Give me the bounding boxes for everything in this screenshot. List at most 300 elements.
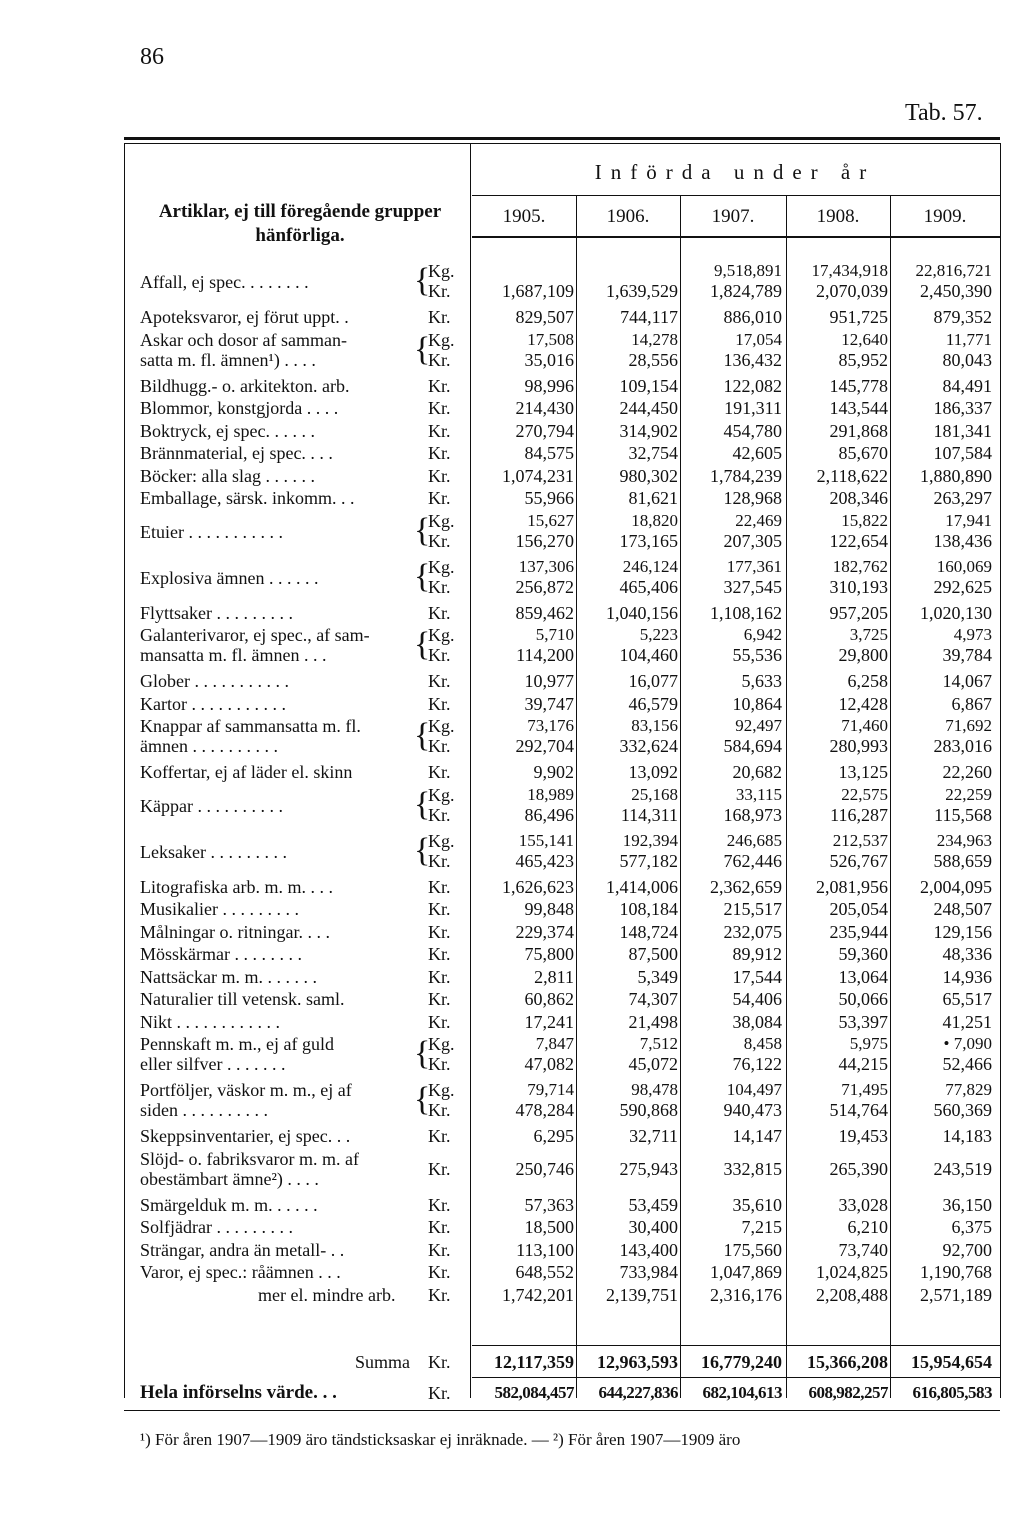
table-cell: 77,829 [945,1080,992,1099]
table-cell: 122,082 [723,375,782,396]
table-cell: 243,519 [933,1158,992,1179]
row-label: Naturalier till vetensk. saml. [140,989,345,1009]
table-cell: 6,942 [743,625,782,644]
summa-unit: Kr. [428,1352,451,1372]
row-label: Solfjädrar . . . . . . . . . [140,1217,293,1237]
table-cell: 2,571,189 [920,1284,992,1305]
table-cell: 229,374 [515,921,574,942]
table-cell: 246,124 [622,556,678,576]
table-cell: 85,952 [838,349,888,370]
table-cell: 79,714 [527,1080,574,1099]
row-unit: Kg. [428,625,455,645]
table-cell: 14,278 [631,329,678,349]
table-cell: 17,544 [732,966,782,987]
table-cell: 940,473 [723,1100,782,1120]
table-cell: 52,466 [942,1054,992,1074]
row-label: Glober . . . . . . . . . . . [140,671,289,691]
table-cell: 7,847 [535,1034,574,1053]
table-cell: 74,307 [628,989,678,1009]
table-cell: 248,507 [933,899,992,919]
table-cell: 57,363 [524,1194,574,1215]
summa-rule [472,1345,1000,1346]
brace-glyph: { [414,330,431,368]
table-cell: 465,406 [619,576,678,597]
table-cell: 5,223 [639,625,678,644]
table-cell: 186,337 [933,398,992,418]
table-cell: 514,764 [829,1100,888,1120]
column-header-articles: Artiklar, ej till föregående grupper hänförliga. [158,201,442,246]
table-cell: 283,016 [933,736,992,756]
brace-glyph: { [414,1081,431,1118]
row-unit: Kg. [428,1080,455,1100]
row-unit: Kr. [428,530,451,551]
row-label: Knappar af sammansatta m. fl. [140,716,361,736]
table-cell: 115,568 [934,804,992,825]
table-cell: 280,993 [829,736,888,756]
row-unit: Kr. [428,1194,451,1215]
table-cell: 14,147 [732,1126,782,1146]
table-cell: 250,746 [515,1158,574,1179]
table-cell: 65,517 [942,989,992,1009]
table-cell: 18,820 [631,510,678,530]
row-unit: Kr. [428,398,451,418]
row-unit: Kr. [428,420,451,441]
table-cell: 6,210 [847,1217,888,1237]
table-cell: 2,208,488 [816,1284,888,1305]
table-cell: 22,469 [735,510,782,530]
table-cell: 5,349 [637,966,678,987]
table-cell: 1,024,825 [816,1262,888,1282]
table-cell: 208,346 [829,488,888,508]
table-cell: 957,205 [829,602,888,623]
table-cell: 129,156 [933,921,992,942]
table-cell: 18,989 [527,784,574,804]
row-label-continued: siden . . . . . . . . . . [140,1100,268,1120]
row-unit: Kr. [428,850,451,871]
year-header-1909: 1909. [923,206,967,227]
row-unit: Kr. [428,645,451,665]
table-cell: 1,626,623 [502,876,574,897]
table-cell: 12,428 [838,693,888,714]
summa-1909: 15,954,654 [911,1352,992,1372]
table-cell: 128,968 [723,488,782,508]
table-cell: 744,117 [620,307,678,327]
row-label: Litografiska arb. m. m. . . . [140,876,333,897]
table-cell: 48,336 [942,944,992,964]
row-unit: Kr. [428,602,451,623]
row-label: mer el. mindre arb. [258,1284,396,1305]
table-cell: 35,610 [732,1194,782,1215]
total-rule [472,1377,1000,1378]
table-cell: 235,944 [829,921,888,942]
table-cell: 2,316,176 [710,1284,782,1305]
row-label-continued: ämnen . . . . . . . . . . [140,736,278,756]
span-header-rule [472,195,1000,196]
table-cell: 16,077 [628,671,678,691]
page-number: 86 [140,44,164,70]
table-cell: 212,537 [832,830,888,850]
table-cell: 270,794 [515,420,574,441]
year-header-1906: 1906. [606,206,650,227]
row-label: Böcker: alla slag . . . . . . [140,465,315,486]
table-cell: 1,047,869 [710,1262,782,1282]
table-cell: 116,287 [830,804,888,825]
summa-label: Summa [355,1352,411,1372]
table-cell: 76,122 [732,1054,782,1074]
table-cell: 55,536 [732,645,782,665]
table-cell: 762,446 [723,850,782,871]
row-label: Leksaker . . . . . . . . . [140,841,287,862]
table-cell: 20,682 [732,762,782,782]
table-cell: 33,028 [838,1194,888,1215]
table-cell: 454,780 [723,420,782,441]
table-cell: 2,004,095 [920,876,992,897]
table-cell: 168,973 [723,804,782,825]
row-label: Nattsäckar m. m. . . . . . . [140,966,317,987]
table-cell: 560,369 [933,1100,992,1120]
table-cell: 1,414,006 [606,876,678,897]
row-unit: Kg. [428,329,455,350]
table-cell: 30,400 [628,1217,678,1237]
table-cell: 45,072 [628,1054,678,1074]
total-1907: 682,104,613 [702,1383,782,1402]
brace-glyph: { [414,557,431,595]
table-cell: 648,552 [515,1262,574,1282]
table-cell: 39,747 [524,693,574,714]
table-cell: 36,150 [942,1194,992,1215]
row-label: Etuier . . . . . . . . . . . [140,521,283,542]
table-cell: 1,040,156 [606,602,678,623]
row-label: Bildhugg.- o. arkitekton. arb. [140,375,350,396]
table-cell: 136,432 [723,349,782,370]
table-cell: 2,118,622 [816,465,888,486]
table-cell: 590,868 [619,1100,678,1120]
row-label: Emballage, särsk. inkomm. . . [140,488,355,508]
row-unit: Kr. [428,1158,451,1179]
table-cell: 232,075 [723,921,782,942]
table-cell: 2,362,659 [710,876,782,897]
table-cell: 2,081,956 [816,876,888,897]
row-unit: Kr. [428,576,451,597]
table-cell: 75,800 [524,944,574,964]
table-cell: 145,778 [829,375,888,396]
table-cell: 173,165 [619,530,678,551]
table-cell: 137,306 [518,556,574,576]
table-cell: 7,512 [639,1034,678,1053]
table-cell: 14,936 [942,966,992,987]
header-bottom-rule [472,236,1000,238]
row-label: Käppar . . . . . . . . . . [140,795,283,816]
row-unit: Kr. [428,1262,451,1282]
table-cell: 25,168 [631,784,678,804]
row-unit: Kr. [428,671,451,691]
table-cell: 9,902 [533,762,574,782]
table-cell: 2,070,039 [816,281,888,301]
row-label: Explosiva ämnen . . . . . . [140,567,319,588]
table-cell: 1,020,130 [920,602,992,623]
year-header-1908: 1908. [816,206,860,227]
table-cell: 73,176 [527,716,574,735]
table-cell: 859,462 [515,602,574,623]
row-label: Portföljer, väskor m. m., ej af [140,1080,352,1100]
table-cell: 19,453 [838,1126,888,1146]
row-label: Mösskärmar . . . . . . . . [140,944,302,964]
table-cell: 214,430 [515,398,574,418]
table-cell: 207,305 [723,530,782,551]
summa-1908: 15,366,208 [807,1352,888,1372]
row-label: Affall, ej spec. . . . . . . . [140,272,309,292]
table-cell: 21,498 [628,1011,678,1032]
row-label: Galanterivaror, ej spec., af sam- [140,625,370,645]
table-cell: 17,508 [527,329,574,349]
table-cell: 22,575 [841,784,888,804]
table-cell: 33,115 [735,784,782,804]
table-cell: 39,784 [942,645,992,665]
table-cell: 1,639,529 [606,281,678,301]
table-cell: 215,517 [723,899,782,919]
span-header-years: Införda under år [594,160,876,184]
table-cell: 87,500 [628,944,678,964]
row-label: Brännmaterial, ej spec. . . . [140,443,333,463]
table-cell: 99,848 [524,899,574,919]
brace-glyph: { [414,511,431,549]
row-label-continued: mansatta m. fl. ämnen . . . [140,645,327,665]
row-label: Koffertar, ej af läder el. skinn [140,762,353,782]
year-header-1905: 1905. [502,206,546,227]
summa-1905: 12,117,359 [493,1352,574,1372]
table-cell: 292,625 [933,576,992,597]
table-cell: 38,084 [732,1011,782,1032]
table-cell: 15,627 [527,510,574,530]
table-cell: 6,867 [951,693,992,714]
table-cell: 98,478 [631,1080,678,1099]
table-cell: • 7,090 [943,1034,992,1053]
table-cell: 13,064 [838,966,888,987]
total-1908: 608,982,257 [808,1383,888,1402]
row-unit: Kr. [428,762,451,782]
row-label: Skeppsinventarier, ej spec. . . [140,1126,351,1146]
top-rule-thick [124,137,1000,140]
table-cell: 8,458 [743,1034,782,1053]
table-cell: 32,754 [628,443,678,463]
summa-1907: 16,779,240 [701,1352,782,1372]
table-cell: 478,284 [515,1100,574,1120]
table-cell: 86,496 [524,804,574,825]
table-cell: 292,704 [515,736,574,756]
table-cell: 181,341 [933,420,992,441]
table-cell: 92,700 [942,1239,992,1260]
table-cell: 80,043 [942,349,992,370]
column-rule [470,143,471,1398]
table-cell: 13,092 [628,762,678,782]
table-cell: 1,824,789 [710,281,782,301]
row-label-continued: satta m. fl. ämnen¹) . . . . [140,349,316,370]
row-unit: Kg. [428,716,455,736]
table-cell: 41,251 [942,1011,992,1032]
table-cell: 92,497 [735,716,782,735]
table-cell: 584,694 [723,736,782,756]
table-cell: 32,711 [629,1126,678,1146]
row-label: Slöjd- o. fabriksvaror m. m. af [140,1148,359,1169]
table-cell: 84,491 [942,375,992,396]
row-label-continued: eller silfver . . . . . . . [140,1054,286,1074]
table-cell: 53,459 [628,1194,678,1215]
total-1909: 616,805,583 [912,1383,992,1402]
table-cell: 10,864 [732,693,782,714]
table-cell: 156,270 [515,530,574,551]
row-unit: Kr. [428,443,451,463]
brace-glyph: { [414,717,431,754]
brace-glyph: { [414,1035,431,1072]
table-cell: 4,973 [953,625,992,644]
row-unit: Kr. [428,1217,451,1237]
row-unit: Kr. [428,693,451,714]
table-cell: 148,724 [619,921,678,942]
table-cell: 1,880,890 [920,465,992,486]
table-cell: 143,544 [829,398,888,418]
table-cell: 155,141 [518,830,574,850]
table-cell: 1,108,162 [710,602,782,623]
row-unit: Kr. [428,1011,451,1032]
table-number: Tab. 57. [905,100,983,126]
table-cell: 11,771 [945,329,992,349]
table-cell: 265,390 [829,1158,888,1179]
table-cell: 35,016 [524,349,574,370]
row-unit: Kg. [428,510,455,531]
table-cell: 1,190,768 [920,1262,992,1282]
total-1906: 644,227,836 [598,1383,678,1402]
row-label: Apoteksvaror, ej förut uppt. . [140,307,349,327]
row-label: Smärgelduk m. m. . . . . . [140,1194,318,1215]
row-unit: Kr. [428,989,451,1009]
table-cell: 14,067 [942,671,992,691]
table-cell: 28,556 [628,349,678,370]
row-unit: Kg. [428,1034,455,1054]
table-cell: 22,816,721 [915,261,992,280]
total-unit: Kr. [428,1383,451,1403]
row-label: Boktryck, ej spec. . . . . . [140,420,315,441]
top-rule-thin [124,143,1000,144]
summa-1906: 12,963,593 [597,1352,678,1372]
table-cell: 143,400 [619,1239,678,1260]
row-unit: Kr. [428,281,451,301]
brace-glyph: { [414,831,431,869]
table-cell: 60,862 [524,989,574,1009]
table-cell: 122,654 [829,530,888,551]
table-cell: 18,500 [524,1217,574,1237]
table-cell: 526,767 [829,850,888,871]
table-cell: 5,633 [741,671,782,691]
row-unit: Kr. [428,1100,451,1120]
row-unit: Kr. [428,1239,451,1260]
total-1905: 582,084,457 [494,1383,574,1402]
table-cell: 177,361 [726,556,782,576]
table-cell: 886,010 [723,307,782,327]
row-unit: Kr. [428,307,451,327]
table-cell: 104,497 [726,1080,782,1099]
table-cell: 113,100 [516,1239,574,1260]
table-cell: 54,406 [732,989,782,1009]
table-cell: 2,811 [534,966,574,987]
row-label: Flyttsaker . . . . . . . . . [140,602,293,623]
row-label: Strängar, andra än metall- . . [140,1239,345,1260]
row-unit: Kr. [428,1284,451,1305]
table-cell: 53,397 [838,1011,888,1032]
row-label: Varor, ej spec.: råämnen . . . [140,1262,341,1282]
table-cell: 192,394 [622,830,678,850]
total-label: Hela införselns värde. . . [140,1382,337,1403]
table-cell: 14,183 [942,1126,992,1146]
table-cell: 9,518,891 [714,261,782,280]
row-unit: Kr. [428,736,451,756]
table-cell: 2,139,751 [606,1284,678,1305]
row-unit: Kg. [428,261,455,281]
table-cell: 1,687,109 [502,281,574,301]
table-cell: 310,193 [829,576,888,597]
table-cell: 314,902 [619,420,678,441]
row-unit: Kr. [428,921,451,942]
table-cell: 17,434,918 [811,261,888,280]
table-cell: 71,495 [841,1080,888,1099]
row-unit: Kg. [428,784,455,805]
brace-glyph: { [414,626,431,663]
row-unit: Kr. [428,876,451,897]
table-cell: 175,560 [723,1239,782,1260]
table-cell: 160,069 [936,556,992,576]
table-cell: 879,352 [933,307,992,327]
left-rule [124,143,125,1398]
table-cell: 327,545 [723,576,782,597]
table-cell: 84,575 [524,443,574,463]
table-cell: 332,624 [619,736,678,756]
table-cell: 46,579 [628,693,678,714]
table-cell: 71,692 [945,716,992,735]
table-cell: 85,670 [838,443,888,463]
table-cell: 275,943 [619,1158,678,1179]
table-cell: 829,507 [515,307,574,327]
table-cell: 17,941 [945,510,992,530]
table-cell: 182,762 [832,556,888,576]
table-cell: 114,311 [620,804,678,825]
row-unit: Kr. [428,488,451,508]
table-cell: 465,423 [515,850,574,871]
table-cell: 59,360 [838,944,888,964]
row-unit: Kr. [428,899,451,919]
row-unit: Kr. [428,1054,451,1074]
table-cell: 577,182 [619,850,678,871]
table-cell: 108,184 [619,899,678,919]
row-label: Kartor . . . . . . . . . . . [140,693,286,714]
table-cell: 55,966 [524,488,574,508]
table-cell: 980,302 [619,465,678,486]
table-cell: 13,125 [838,762,888,782]
row-unit: Kr. [428,966,451,987]
row-label-continued: obestämbart ämne²) . . . . [140,1168,319,1189]
table-cell: 10,977 [524,671,574,691]
table-cell: 332,815 [723,1158,782,1179]
table-cell: 22,260 [942,762,992,782]
table-cell: 17,241 [524,1011,574,1032]
row-unit: Kr. [428,804,451,825]
column-rule [1000,143,1001,1398]
table-cell: 12,640 [841,329,888,349]
table-cell: 3,725 [849,625,888,644]
table-cell: 81,621 [628,488,678,508]
row-unit: Kr. [428,944,451,964]
row-label: Målningar o. ritningar. . . . [140,921,330,942]
table-cell: 114,200 [516,645,574,665]
table-cell: 73,740 [838,1239,888,1260]
